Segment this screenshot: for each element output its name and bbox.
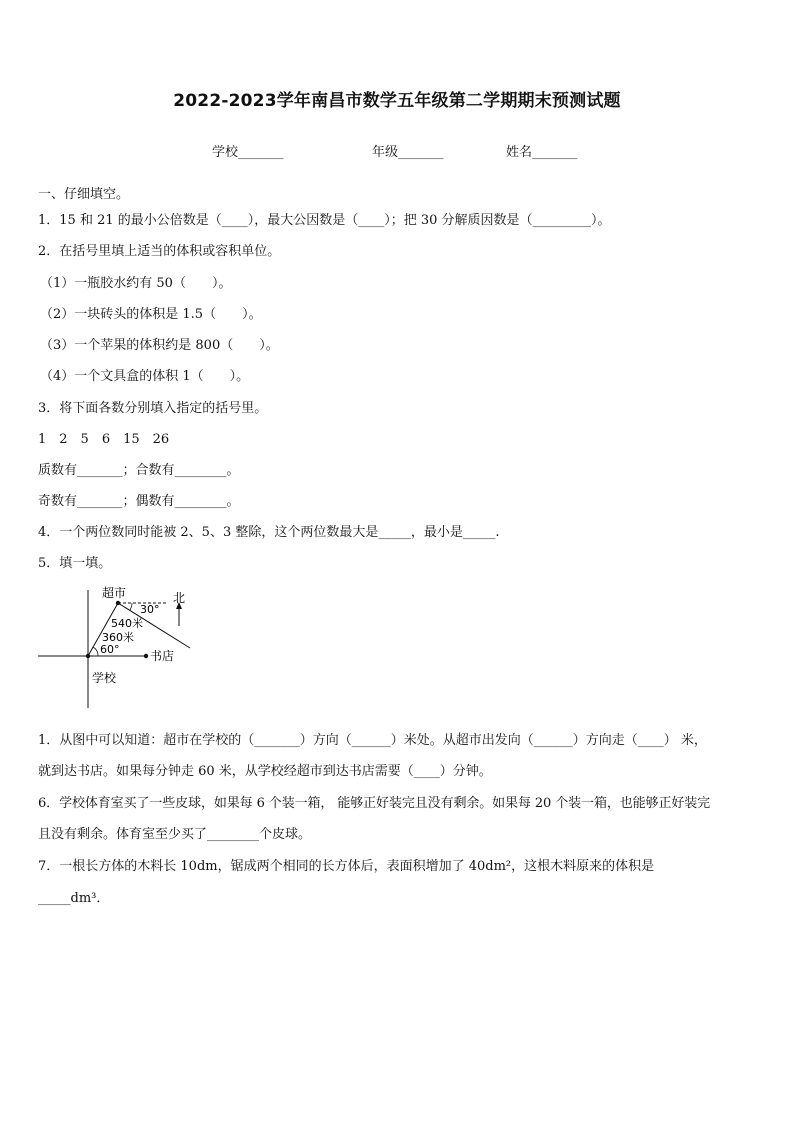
question-6: 6．学校体育室买了一些皮球，如果每 6 个装一箱， 能够正好装完且没有剩余。如果每 20 个装一箱，也能够正好装完 bbox=[38, 796, 711, 811]
question-5-sub-1: 1．从图中可以知道：超市在学校的（_______）方向（______）米处。从超市出发向（______）方向走（____） 米， bbox=[38, 733, 707, 748]
question-2-item: （4）一个文具盒的体积 1（ ）。 bbox=[40, 369, 250, 384]
north-label: 北 bbox=[173, 591, 186, 605]
section-heading: 一、仔细填空。 bbox=[38, 187, 130, 202]
angle-60-label: 60° bbox=[100, 643, 120, 656]
page-title: 2022-2023学年南昌市数学五年级第二学期期末预测试题 bbox=[173, 91, 621, 111]
school-point bbox=[86, 654, 90, 658]
question-3-numbers: 1 2 5 6 15 26 bbox=[38, 432, 170, 447]
question-7: 7．一根长方体的木料长 10dm，锯成两个相同的长方体后，表面积增加了 40dm²，这根木料原来的体积是 bbox=[38, 859, 655, 874]
supermarket-point bbox=[116, 601, 120, 605]
angle-30-label: 30° bbox=[140, 603, 160, 616]
bookstore-point bbox=[144, 654, 148, 658]
question-5: 5．填一填。 bbox=[38, 556, 112, 571]
question-1: 1．15 和 21 的最小公倍数是（____），最大公因数是（____）；把 30 分解质因数是（_________）。 bbox=[38, 213, 611, 228]
school-field: 学校_______ bbox=[212, 145, 284, 160]
question-2-item: （3）一个苹果的体积约是 800（ ）。 bbox=[40, 338, 279, 353]
distance-540-label: 540米 bbox=[111, 617, 143, 630]
question-5-sub-1-continued: 就到达书店。如果每分钟走 60 米，从学校经超市到达书店需要（____）分钟。 bbox=[38, 764, 492, 779]
question-3-line-1: 质数有_______；合数有________。 bbox=[38, 463, 240, 478]
direction-diagram bbox=[36, 584, 206, 712]
question-3-line-2: 奇数有_______；偶数有________。 bbox=[38, 494, 240, 509]
angle-30-arc bbox=[130, 603, 132, 610]
supermarket-label: 超市 bbox=[102, 586, 127, 600]
question-7-continued: _____dm³． bbox=[38, 891, 110, 906]
question-4: 4．一个两位数同时能被 2、5、3 整除，这个两位数最大是_____，最小是_____. bbox=[38, 525, 500, 540]
question-6-continued: 且没有剩余。体育室至少买了________个皮球。 bbox=[38, 827, 312, 842]
question-2-item: （2）一块砖头的体积是 1.5（ ）。 bbox=[40, 307, 262, 322]
question-2: 2．在括号里填上适当的体积或容积单位。 bbox=[38, 244, 281, 259]
bookstore-label: 书店 bbox=[150, 649, 175, 663]
question-3: 3．将下面各数分别填入指定的括号里。 bbox=[38, 401, 268, 416]
question-2-item: （1）一瓶胶水约有 50（ ）。 bbox=[40, 276, 232, 291]
distance-360-label: 360米 bbox=[102, 631, 134, 644]
name-field: 姓名_______ bbox=[506, 145, 578, 160]
school-label: 学校 bbox=[92, 671, 117, 685]
grade-field: 年级_______ bbox=[372, 145, 444, 160]
angle-60-arc bbox=[93, 647, 98, 656]
